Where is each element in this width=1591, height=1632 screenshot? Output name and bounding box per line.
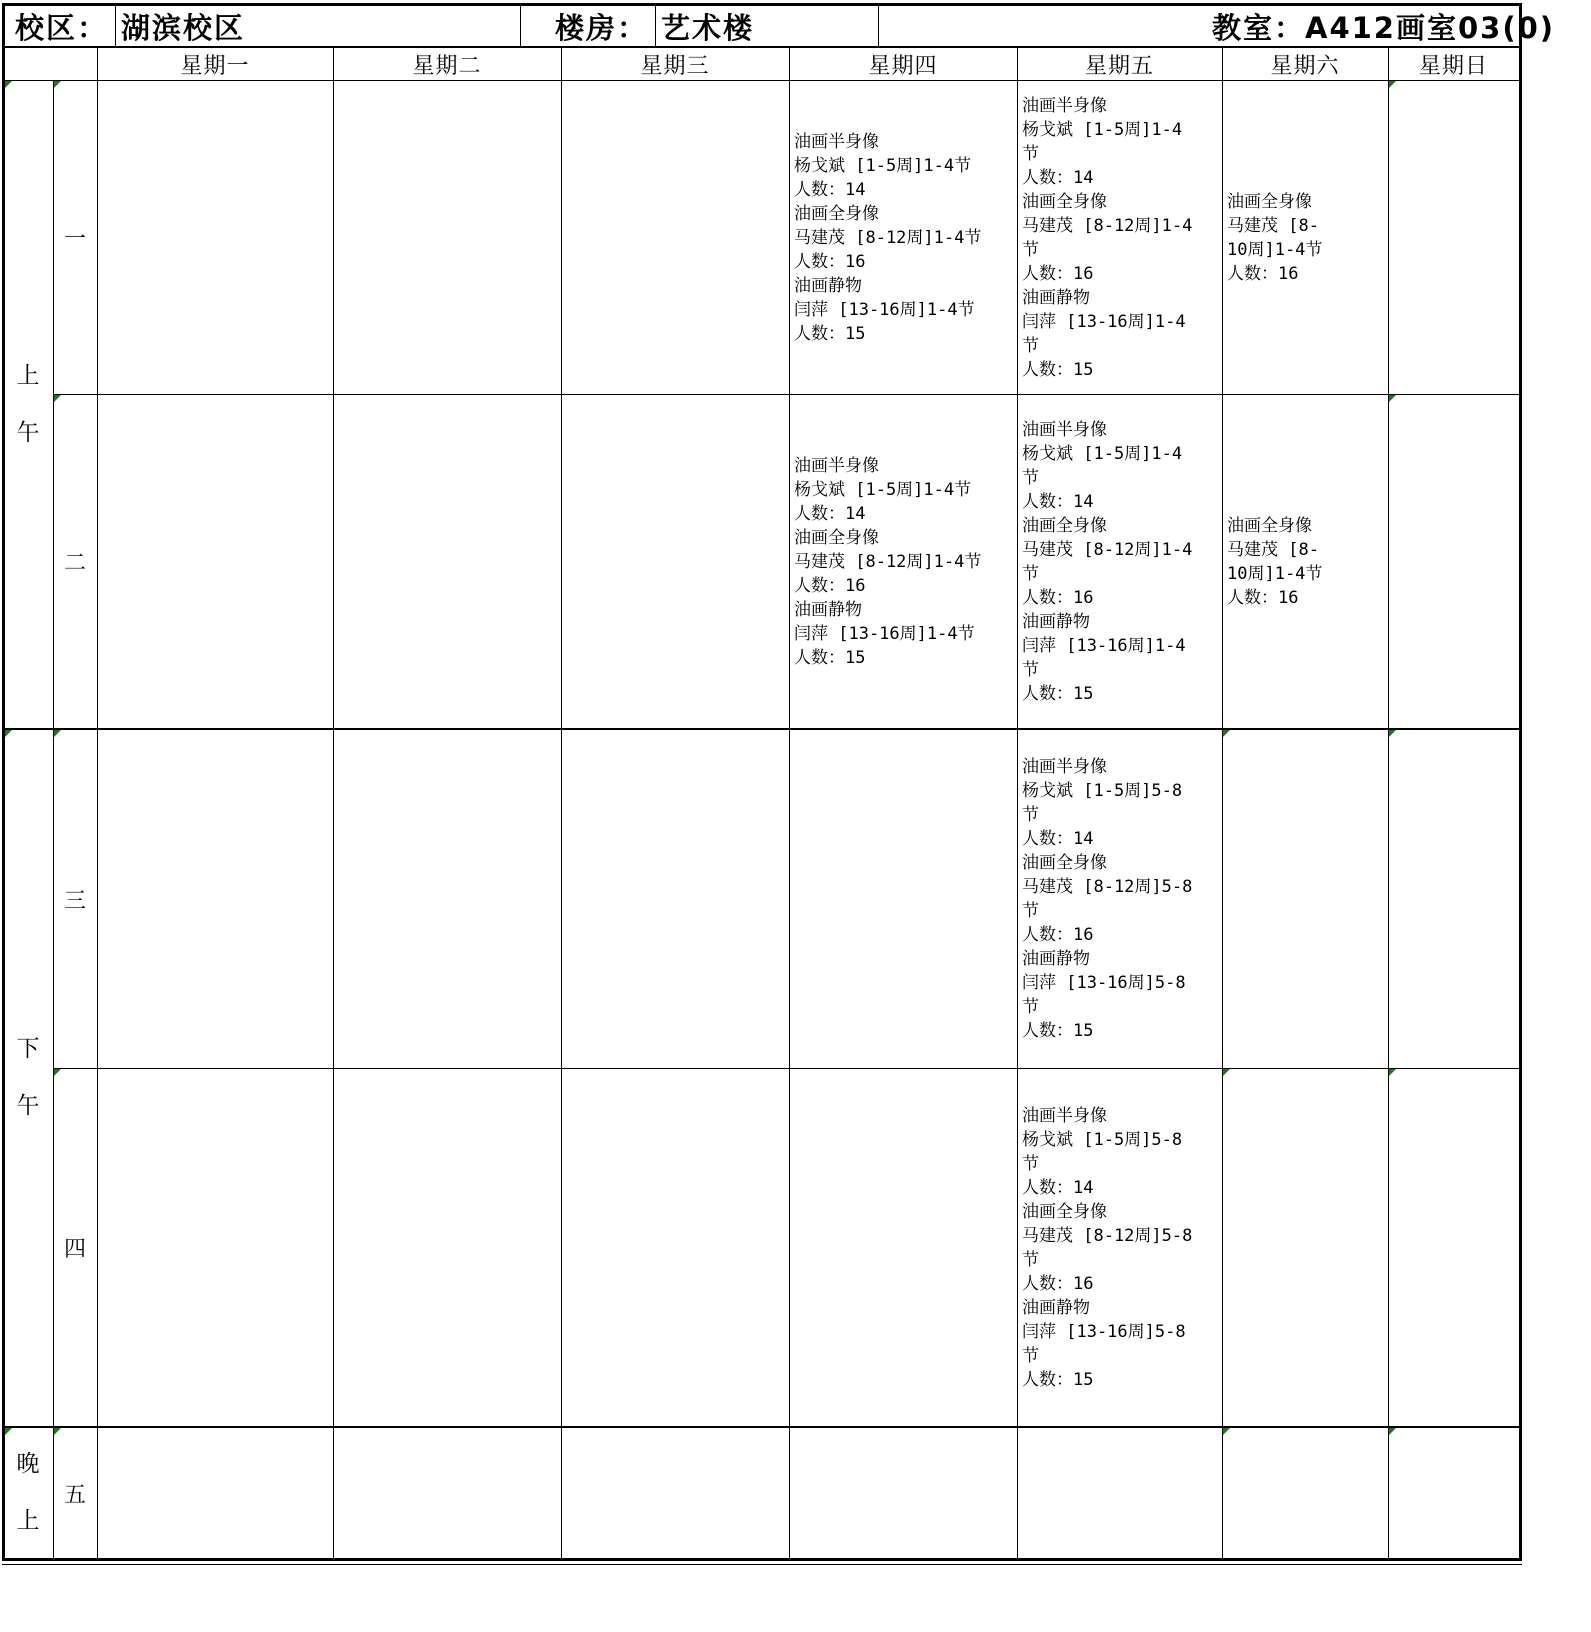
cell-line: 油画静物 — [1022, 1297, 1090, 1318]
day-header-mon: 星期一 — [180, 54, 250, 79]
cell-line: 人数：16 — [1022, 587, 1094, 608]
cell-line: 节 — [1022, 143, 1039, 164]
cell-line: 杨戈斌 [1-5周]5-8 — [1022, 781, 1183, 801]
cell-line: 油画全身像 — [1022, 191, 1107, 212]
cell-line: 油画全身像 — [1022, 853, 1107, 873]
cell-line: 节 — [1022, 239, 1039, 260]
cell-line: 人数：14 — [1022, 167, 1094, 188]
cell-line: 10周]1-4节 — [1227, 239, 1323, 260]
room-value: A412画室03(0) — [1305, 10, 1556, 45]
cell-line: 闫萍 [13-16周]1-4 — [1022, 311, 1186, 332]
cell-marker — [1389, 1428, 1396, 1435]
cell-line: 人数：16 — [1022, 263, 1094, 284]
day-header-tue: 星期二 — [412, 54, 482, 79]
cell-line: 人数：15 — [1022, 359, 1094, 380]
schedule-cell — [1018, 81, 1222, 394]
cell-marker — [1389, 395, 1396, 402]
cell-line: 油画全身像 — [1227, 191, 1312, 212]
cell-line: 马建茂 [8- — [1227, 539, 1319, 560]
cell-line: 人数：15 — [1022, 1021, 1094, 1041]
cell-line: 油画全身像 — [794, 527, 879, 548]
cell-line: 节 — [1022, 1345, 1039, 1366]
schedule-cell — [1018, 1069, 1222, 1426]
cell-line: 人数：15 — [1022, 1369, 1094, 1390]
cell-line: 油画半身像 — [1022, 757, 1107, 777]
cell-line: 杨戈斌 [1-5周]1-4 — [1022, 443, 1183, 464]
period-afternoon-char-2: 午 — [16, 1093, 40, 1119]
period-evening — [5, 1428, 51, 1558]
cell-line: 人数：16 — [1227, 587, 1299, 608]
cell-marker — [54, 730, 61, 737]
slot-label-5: 五 — [63, 1482, 86, 1508]
schedule-cell — [790, 395, 1017, 728]
cell-marker — [5, 1428, 12, 1435]
cell-line: 人数：15 — [1022, 683, 1094, 704]
grid-line — [1388, 46, 1389, 1558]
cell-line: 人数：16 — [794, 575, 866, 596]
cell-marker — [1223, 730, 1230, 737]
cell-line: 人数：15 — [794, 323, 866, 344]
bottom-rule — [2, 1564, 1522, 1565]
cell-line: 油画全身像 — [794, 203, 879, 224]
cell-line: 节 — [1022, 335, 1039, 356]
cell-marker — [54, 1069, 61, 1076]
cell-line: 油画静物 — [794, 275, 862, 296]
cell-line: 闫萍 [13-16周]5-8 — [1022, 973, 1186, 993]
cell-line: 油画静物 — [1022, 287, 1090, 308]
cell-marker — [1223, 1428, 1230, 1435]
slot-label-2: 二 — [63, 551, 86, 576]
period-morning-char-2: 午 — [16, 419, 40, 446]
cell-line: 节 — [1022, 1249, 1039, 1270]
grid-line — [53, 1068, 1519, 1069]
schedule-cell — [1018, 395, 1222, 728]
grid-line — [5, 728, 1519, 730]
cell-marker — [54, 1428, 61, 1435]
cell-line: 油画半身像 — [794, 455, 879, 476]
period-afternoon — [5, 730, 51, 1426]
header-divider — [655, 6, 656, 46]
period-morning-char-1: 上 — [16, 362, 40, 389]
cell-line: 人数：16 — [1227, 263, 1299, 284]
cell-line: 节 — [1022, 901, 1039, 921]
cell-line: 马建茂 [8-12周]1-4节 — [794, 551, 982, 572]
cell-line: 油画全身像 — [1022, 515, 1107, 536]
cell-line: 马建茂 [8-12周]5-8 — [1022, 1225, 1193, 1246]
header-divider — [115, 6, 116, 46]
cell-line: 人数：14 — [1022, 1177, 1094, 1198]
cell-line: 人数：16 — [1022, 925, 1094, 945]
schedule-cell — [1223, 81, 1388, 394]
cell-marker — [54, 81, 61, 88]
cell-line: 油画半身像 — [1022, 95, 1107, 116]
cell-line: 节 — [1022, 805, 1039, 825]
building-value: 艺术楼 — [661, 10, 755, 45]
cell-line: 马建茂 [8-12周]1-4节 — [794, 227, 982, 248]
cell-marker — [54, 395, 61, 402]
slot-label-4: 四 — [63, 1237, 86, 1262]
cell-line: 人数：14 — [1022, 491, 1094, 512]
cell-marker — [5, 730, 12, 737]
building-label: 楼房： — [555, 10, 649, 45]
cell-line: 10周]1-4节 — [1227, 563, 1323, 584]
cell-line: 闫萍 [13-16周]5-8 — [1022, 1321, 1186, 1342]
period-evening-char-1: 晚 — [16, 1451, 40, 1477]
cell-marker — [5, 81, 12, 88]
cell-line: 油画静物 — [794, 599, 862, 620]
day-header-sun: 星期日 — [1418, 54, 1488, 79]
cell-line: 闫萍 [13-16周]1-4 — [1022, 635, 1186, 656]
cell-marker — [1389, 1069, 1396, 1076]
cell-marker — [1389, 730, 1396, 737]
cell-marker — [1223, 1069, 1230, 1076]
day-header-fri: 星期五 — [1084, 54, 1154, 79]
cell-line: 油画静物 — [1022, 949, 1090, 969]
day-header-wed: 星期三 — [640, 54, 710, 79]
header-rule — [5, 46, 1519, 48]
cell-line: 油画半身像 — [1022, 419, 1107, 440]
cell-line: 马建茂 [8-12周]1-4 — [1022, 539, 1193, 560]
header-divider — [520, 6, 521, 46]
cell-line: 油画半身像 — [794, 131, 879, 152]
period-afternoon-char-1: 下 — [16, 1036, 40, 1062]
slot-label-1: 一 — [63, 227, 86, 252]
cell-line: 人数：14 — [1022, 829, 1094, 849]
cell-line: 节 — [1022, 997, 1039, 1017]
grid-line — [5, 1426, 1519, 1428]
cell-line: 人数：15 — [794, 647, 866, 668]
cell-line: 杨戈斌 [1-5周]1-4 — [1022, 119, 1183, 140]
cell-line: 马建茂 [8-12周]1-4 — [1022, 215, 1193, 236]
cell-line: 油画半身像 — [1022, 1105, 1107, 1126]
grid-line — [97, 46, 98, 1558]
cell-line: 杨戈斌 [1-5周]5-8 — [1022, 1129, 1183, 1150]
cell-line: 油画静物 — [1022, 611, 1090, 632]
campus-label: 校区： — [15, 10, 109, 45]
campus-value: 湖滨校区 — [121, 10, 246, 45]
day-header-sat: 星期六 — [1270, 54, 1340, 79]
period-evening-char-2: 上 — [16, 1508, 40, 1534]
cell-line: 油画全身像 — [1022, 1201, 1107, 1222]
cell-line: 人数：16 — [1022, 1273, 1094, 1294]
cell-line: 马建茂 [8- — [1227, 215, 1319, 236]
cell-line: 节 — [1022, 1153, 1039, 1174]
cell-line: 节 — [1022, 467, 1039, 488]
cell-line: 闫萍 [13-16周]1-4节 — [794, 623, 975, 644]
schedule-cell — [1018, 730, 1222, 1068]
grid-line — [561, 46, 562, 1558]
cell-line: 马建茂 [8-12周]5-8 — [1022, 877, 1193, 897]
schedule-cell — [790, 81, 1017, 394]
cell-line: 人数：14 — [794, 179, 866, 200]
timetable-sheet — [2, 3, 1556, 1561]
cell-marker — [1389, 81, 1396, 88]
grid-line — [333, 46, 334, 1558]
header-divider — [878, 6, 879, 46]
cell-line: 节 — [1022, 563, 1039, 584]
room-label: 教室： — [1211, 10, 1305, 45]
period-morning — [5, 81, 51, 728]
cell-line: 人数：16 — [794, 251, 866, 272]
schedule-cell — [1223, 395, 1388, 728]
cell-line: 节 — [1022, 659, 1039, 680]
day-header-thu: 星期四 — [868, 54, 938, 79]
slot-label-3: 三 — [63, 888, 86, 914]
cell-line: 人数：14 — [794, 503, 866, 524]
cell-line: 杨戈斌 [1-5周]1-4节 — [794, 479, 972, 500]
cell-line: 油画全身像 — [1227, 515, 1312, 536]
cell-line: 闫萍 [13-16周]1-4节 — [794, 299, 975, 320]
cell-line: 杨戈斌 [1-5周]1-4节 — [794, 155, 972, 176]
